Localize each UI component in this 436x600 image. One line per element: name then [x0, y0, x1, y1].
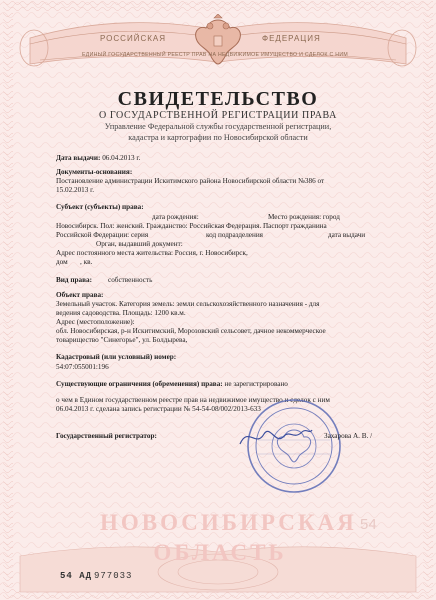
subject-line-6a: дом [56, 258, 68, 266]
object-line-3: Адрес (местоположение): [56, 318, 135, 326]
basis-line-1: Постановление администрации Искитимского района Новосибирской области №386 от [56, 177, 325, 185]
registry-note-line-1: о чем в Едином государственном реестре прав на недвижимое имущество и сделок с ним [56, 396, 330, 404]
issuer-line-1: Управление Федеральной службы государственной регистрации, [104, 122, 332, 131]
double-headed-eagle-emblem [190, 14, 246, 68]
encumbrance-label: Существующие ограничения (обременения) права: [56, 380, 223, 388]
object-line-4: обл. Новосибирская, р-н Искитимский, Морозовский сельсовет, дачное некоммерческое [56, 327, 326, 335]
subject-line-5: Адрес постоянного места жительства: Россия, г. Новосибирск, [56, 249, 248, 257]
issue-date-row [56, 154, 140, 163]
object-line-2: ведения садоводства. Площадь: 1200 кв.м. [56, 309, 186, 317]
banner-right-label: ФЕДЕРАЦИЯ [262, 34, 321, 43]
subject-line-3b: код подразделения [206, 231, 263, 239]
basis-label: Документы-основания: [56, 168, 133, 176]
subject-line-2: Новосибирск. Пол: женский. Гражданство: Российская Федерация. Паспорт гражданина [56, 222, 327, 230]
issuing-authority [40, 121, 396, 143]
cadastral-label: Кадастровый (или условный) номер: [56, 353, 177, 361]
object-line-1: Земельный участок. Категория земель: земли сельскохозяйственного назначения - для [56, 300, 320, 308]
subject-line-4: Орган, выдавший документ: [96, 240, 183, 248]
registrar-signature [236, 420, 316, 454]
cadastral-value: 54:07:055001:196 [56, 363, 109, 371]
subject-line-3a: Российской Федерации: серия [56, 231, 149, 239]
basis-line-2: 15.02.2013 г. [56, 186, 95, 194]
registry-ribbon: ЕДИНЫЙ ГОСУДАРСТВЕННЫЙ РЕЕСТР ПРАВ НА НЕДВИЖИМОЕ ИМУЩЕСТВО И СДЕЛОК С НИМ [82, 52, 348, 58]
serial-series: 54 АД [60, 571, 93, 581]
object-label: Объект права: [56, 291, 104, 299]
region-watermark [100, 508, 357, 568]
subject-label: Субъект (субъекты) права: [56, 203, 144, 211]
region-watermark-line-2: ОБЛАСТЬ [153, 540, 287, 565]
right-type-value: собственность [108, 276, 153, 284]
subject-line-3c: дата выдачи [328, 231, 366, 239]
object-line-5: товарищество "Синегорье", ул. Болдырева, [56, 336, 188, 344]
region-code-mark: 54 [360, 516, 377, 533]
subject-line-6b: , кв. [80, 258, 93, 266]
birth-date-label: дата рождения: [152, 213, 199, 221]
right-type-label: Вид права: [56, 276, 92, 284]
banner-left-label: РОССИЙСКАЯ [100, 34, 166, 43]
encumbrance-value: не зарегистрировано [224, 380, 288, 388]
region-watermark-line-1: НОВОСИБИРСКАЯ [100, 510, 357, 535]
issue-date-value: 06.04.2013 г. [102, 154, 141, 162]
registrar-name: Захарова А. В. / [324, 432, 373, 440]
serial-number: 977033 [94, 571, 133, 581]
issue-date-label: Дата выдачи: [56, 154, 101, 162]
registrar-label: Государственный регистратор: [56, 432, 157, 440]
certificate-subtitle: О ГОСУДАРСТВЕННОЙ РЕГИСТРАЦИИ ПРАВА [99, 110, 337, 121]
birth-place-label: Место рождения: город [268, 213, 340, 221]
issuer-line-2: кадастра и картографии по Новосибирской области [128, 133, 308, 142]
certificate-title: СВИДЕТЕЛЬСТВО [117, 88, 319, 110]
registry-note-line-2: 06.04.2013 г. сделана запись регистрации № 54-54-08/002/2013-633 [56, 405, 261, 413]
encumbrance-row [56, 380, 288, 389]
